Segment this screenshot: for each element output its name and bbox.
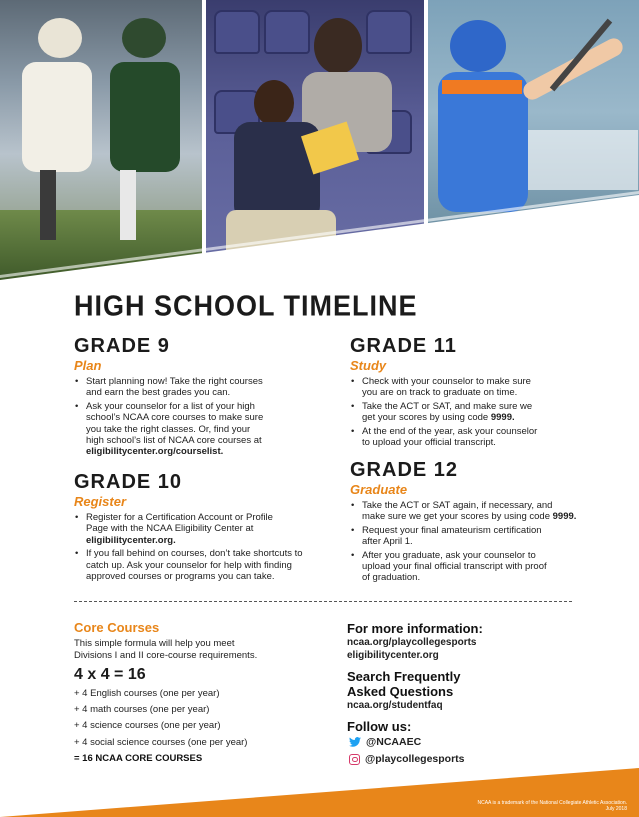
core-courses-heading: Core Courses (74, 620, 160, 635)
core-total: = 16 NCAA CORE COURSES (74, 753, 203, 764)
follow-us-heading: Follow us: (347, 719, 412, 734)
white-diagonal-divider (0, 0, 639, 280)
twitter-handle-row[interactable] (349, 736, 421, 748)
instagram-handle[interactable]: @playcollegesports (365, 753, 465, 765)
score-code: 9999. (552, 511, 577, 523)
twitter-icon (349, 737, 361, 747)
list-item: • Start planning now! Take the right courses and earn the best grades you can. (86, 376, 324, 399)
twitter-handle[interactable]: @NCAAEC (366, 736, 422, 748)
grade-12-subheading: Graduate (350, 482, 408, 497)
list-item: • At the end of the year, ask your counselor to upload your official transcript. (362, 426, 590, 449)
list-item: • Ask your counselor for a list of your high school’s NCAA core courses to make sure you take the right classes. Or, find your high school’s list of NCAA core courses at eligibilitycenter.org/courselist. (86, 401, 324, 458)
grade-11-section (350, 335, 590, 450)
list-item: • Register for a Certification Account or Profile Page with the NCAA Eligibility Center at eligibilitycenter.org. (86, 512, 334, 546)
more-info-heading: For more information: (347, 621, 483, 636)
grade-12-section (350, 459, 590, 586)
list-item: • Take the ACT or SAT, and make sure we get your scores by using code 9999. (362, 401, 590, 424)
dashed-divider (74, 601, 572, 602)
grade-9-list (74, 376, 324, 458)
faq-heading-line-2: Asked Questions (347, 684, 454, 699)
list-item: • Request your final amateurism certification after April 1. (362, 525, 590, 548)
core-item-math: + 4 math courses (one per year) (74, 704, 210, 715)
courselist-link[interactable]: eligibilitycenter.org/courselist. (86, 446, 224, 458)
core-item-english: + 4 English courses (one per year) (74, 688, 220, 699)
grade-10-list (74, 512, 334, 582)
grade-9-heading: GRADE 9 (74, 335, 170, 357)
grade-11-list (350, 376, 590, 448)
list-item: • Take the ACT or SAT again, if necessary, and make sure we get your scores by using code 9999. (362, 500, 590, 523)
list-item: • Check with your counselor to make sure you are on track to graduate on time. (362, 376, 590, 399)
grade-10-section (74, 471, 334, 584)
studentfaq-link[interactable]: ncaa.org/studentfaq (347, 700, 443, 711)
core-formula: 4 x 4 = 16 (74, 666, 146, 683)
grade-12-heading: GRADE 12 (350, 459, 459, 481)
grade-10-heading: GRADE 10 (74, 471, 183, 493)
list-item: • If you fall behind on courses, don’t take shortcuts to catch up. Ask your counselor for help with finding approved courses or programs you can take. (86, 548, 334, 582)
eligibility-center-link[interactable]: eligibilitycenter.org. (86, 534, 176, 546)
grade-9-section (74, 335, 324, 460)
core-item-social-science: + 4 social science courses (one per year) (74, 737, 248, 748)
grade-9-subheading: Plan (74, 358, 102, 373)
playcollegesports-link[interactable]: ncaa.org/playcollegesports (347, 637, 477, 648)
grade-10-subheading: Register (74, 494, 127, 509)
list-item: • After you graduate, ask your counselor to upload your final official transcript with proof of graduation. (362, 550, 590, 584)
core-item-science: + 4 science courses (one per year) (74, 720, 221, 731)
page-title: HIGH SCHOOL TIMELINE (74, 290, 418, 322)
eligibilitycenter-link[interactable]: eligibilitycenter.org (347, 650, 439, 661)
grade-11-subheading: Study (350, 358, 387, 373)
header-photo-strip (0, 0, 639, 280)
grade-11-heading: GRADE 11 (350, 335, 457, 357)
score-code: 9999. (490, 412, 515, 424)
grade-12-list (350, 500, 590, 584)
faq-heading-line-1: Search Frequently (347, 669, 461, 684)
core-courses-intro: This simple formula will help you meet Divisions I and II core-course requirements. (74, 638, 258, 661)
trademark-notice: NCAA is a trademark of the National Collegiate Athletic Association. July 2018 (477, 800, 627, 812)
